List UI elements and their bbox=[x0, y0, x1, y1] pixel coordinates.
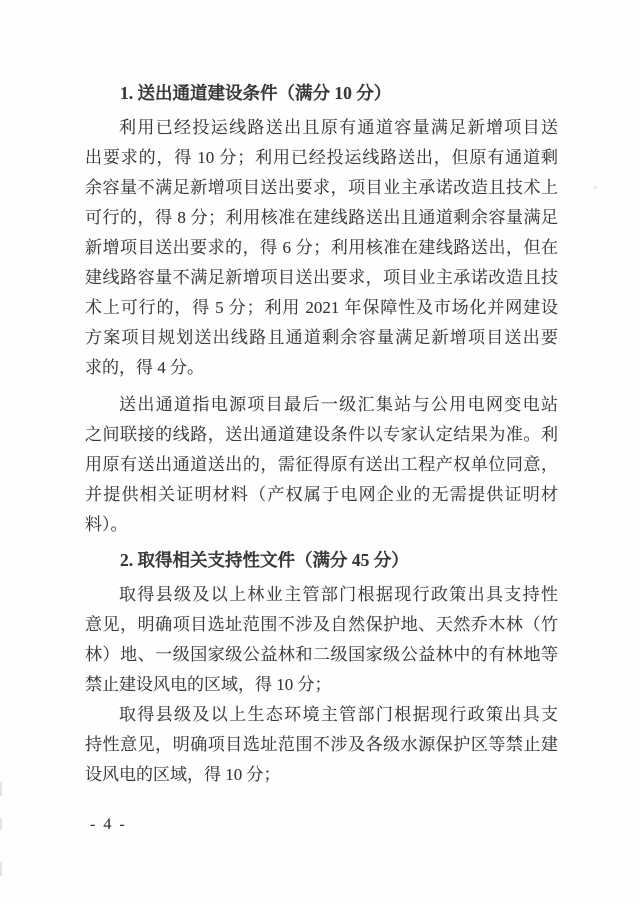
text-line: 料）。 bbox=[85, 515, 128, 534]
text-line: 可行的，得 8 分；利用核准在建线路送出且通道剩余容量满足 bbox=[85, 208, 558, 227]
text-line: 持性意见，明确项目选址范围不涉及各级水源保护区等禁止建 bbox=[85, 735, 558, 754]
text-line: 出要求的，得 10 分；利用已经投运线路送出，但原有通道剩 bbox=[85, 148, 558, 167]
text-line: 送出通道指电源项目最后一级汇集站与公用电网变电站 bbox=[119, 395, 558, 414]
text-line: 并提供相关证明材料（产权属于电网企业的无需提供证明材 bbox=[85, 485, 558, 504]
paragraph-send-out-channel-scoring bbox=[85, 113, 558, 383]
text-line: 用原有送出通道送出的，需征得原有送出工程产权单位同意， bbox=[85, 455, 558, 474]
paragraph-forestry-support-document bbox=[85, 580, 558, 700]
page-number: - 4 - bbox=[90, 816, 127, 833]
text-line: 林）地、一级国家级公益林和二级国家级公益林中的有林地等 bbox=[85, 645, 558, 664]
text-line: 建线路容量不满足新增项目送出要求，项目业主承诺改造且技 bbox=[85, 268, 558, 287]
text-line: 设风电的区域，得 10 分； bbox=[85, 765, 281, 784]
scan-artifact bbox=[594, 186, 597, 189]
text-line: 求的，得 4 分。 bbox=[85, 358, 204, 377]
text-line: 禁止建设风电的区域，得 10 分； bbox=[85, 675, 332, 694]
text-line: 利用已经投运线路送出且原有通道容量满足新增项目送 bbox=[119, 118, 558, 137]
scan-artifact bbox=[0, 818, 2, 830]
text-line: 取得县级及以上生态环境主管部门根据现行政策出具支 bbox=[119, 705, 558, 724]
text-line: 方案项目规划送出线路且通道剩余容量满足新增项目送出要 bbox=[85, 328, 558, 347]
text-line: 新增项目送出要求的，得 6 分；利用核准在建线路送出，但在 bbox=[85, 238, 558, 257]
text-line: 取得县级及以上林业主管部门根据现行政策出具支持性 bbox=[119, 585, 558, 604]
text-line: 余容量不满足新增项目送出要求，项目业主承诺改造且技术上 bbox=[85, 178, 558, 197]
paragraph-ecology-support-document bbox=[85, 700, 558, 790]
scan-artifact bbox=[0, 782, 2, 796]
text-line: 之间联接的线路，送出通道建设条件以专家认定结果为准。利 bbox=[85, 425, 558, 444]
document-page bbox=[85, 0, 558, 840]
text-line: 意见，明确项目选址范围不涉及自然保护地、天然乔木林（竹 bbox=[85, 615, 558, 634]
text-line: 术上可行的，得 5 分；利用 2021 年保障性及市场化并网建设 bbox=[85, 298, 558, 317]
scan-artifact bbox=[0, 862, 2, 876]
section-1-heading: 1. 送出通道建设条件（满分 10 分） bbox=[120, 83, 392, 103]
section-2-heading: 2. 取得相关支持性文件（满分 45 分） bbox=[120, 550, 409, 570]
paragraph-send-out-channel-definition bbox=[85, 390, 558, 540]
